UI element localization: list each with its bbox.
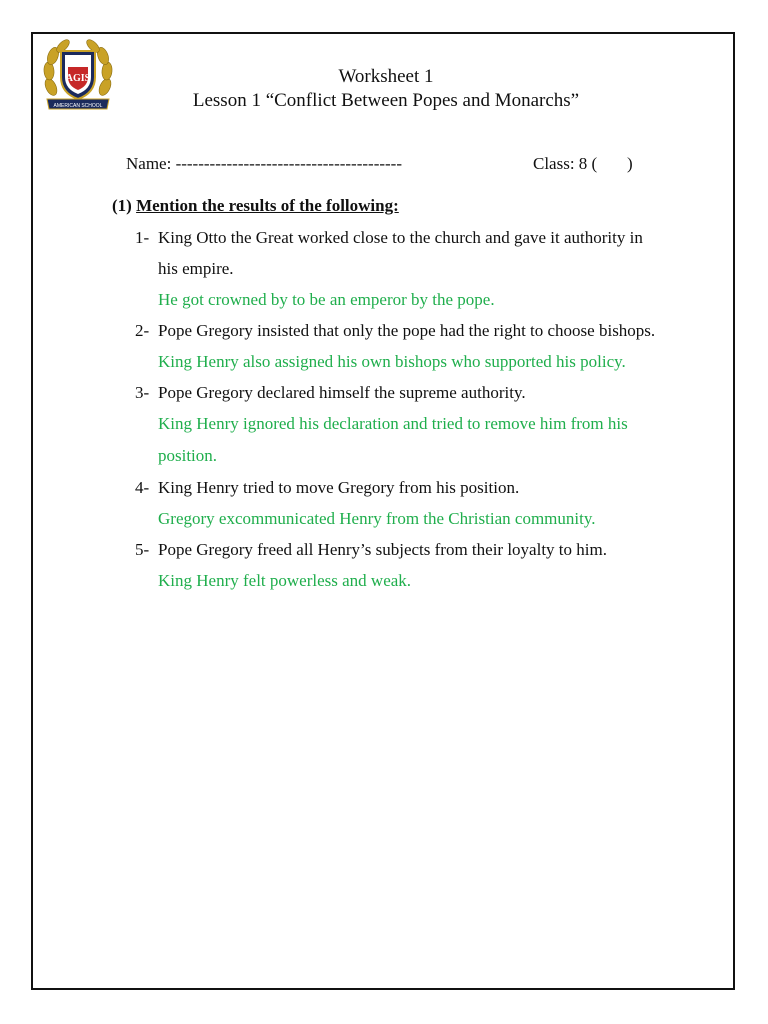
question-number: 3- xyxy=(135,383,150,402)
answer-text: King Henry felt powerless and weak. xyxy=(158,571,412,590)
class-field-label: Class: 8 ( ) xyxy=(533,154,633,173)
worksheet-title: Worksheet 1 xyxy=(338,66,434,87)
question-number: 5- xyxy=(135,540,150,559)
question-text: King Henry tried to move Gregory from his position. xyxy=(158,478,520,497)
svg-text:AGIS: AGIS xyxy=(65,73,91,84)
answer-text: He got crowned by to be an emperor by the pope. xyxy=(158,290,495,309)
section-heading xyxy=(112,196,399,216)
question-number: 1- xyxy=(135,228,150,247)
question-text: Pope Gregory declared himself the supreme authority. xyxy=(158,383,526,402)
section-number: (1) xyxy=(112,196,132,215)
name-field-label: Name: ---------------------------------------- xyxy=(126,154,403,173)
answer-text: King Henry ignored his declaration and tried to remove him from his xyxy=(158,414,628,433)
answer-text: position. xyxy=(158,446,218,465)
question-number: 2- xyxy=(135,321,150,340)
question-text: his empire. xyxy=(158,259,234,278)
question-text: Pope Gregory freed all Henry’s subjects from their loyalty to him. xyxy=(158,540,607,559)
lesson-title: Lesson 1 “Conflict Between Popes and Monarchs” xyxy=(192,90,580,111)
section-heading-text: Mention the results of the following: xyxy=(136,196,399,215)
svg-text:AMERICAN SCHOOL: AMERICAN SCHOOL xyxy=(53,103,103,109)
question-number: 4- xyxy=(135,478,150,497)
question-text: Pope Gregory insisted that only the pope had the right to choose bishops. xyxy=(158,321,656,340)
question-text: King Otto the Great worked close to the church and gave it authority in xyxy=(158,228,643,247)
answer-text: King Henry also assigned his own bishops who supported his policy. xyxy=(158,352,626,371)
answer-text: Gregory excommunicated Henry from the Christian community. xyxy=(158,509,596,528)
